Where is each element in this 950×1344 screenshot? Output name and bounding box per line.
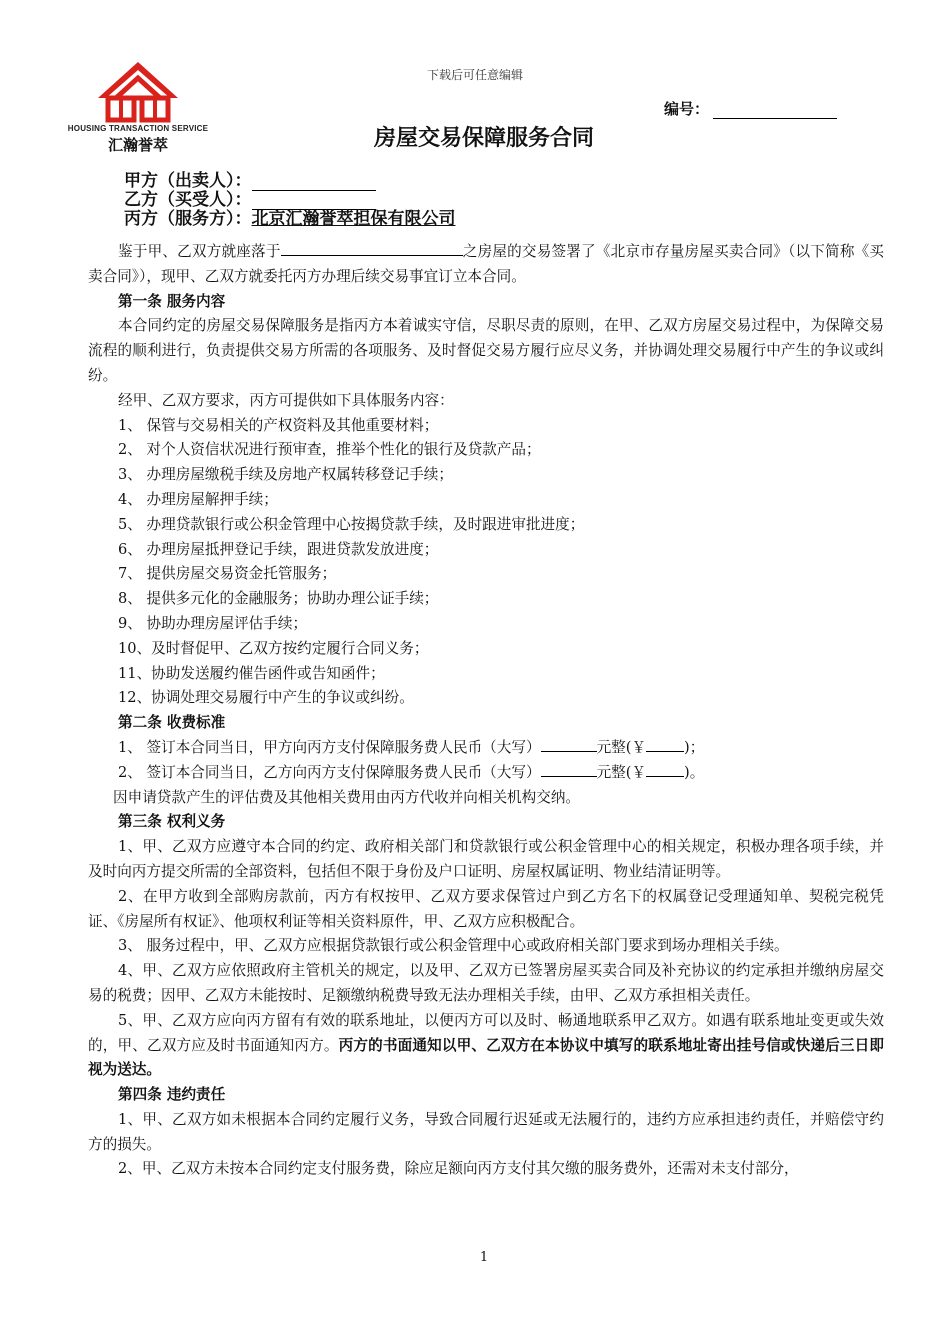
parties-block <box>124 172 456 229</box>
party-b-label: 乙方（买受人）： <box>124 190 252 210</box>
list-item: 3、 办理房屋缴税手续及房地产权属转移登记手续； <box>118 466 453 484</box>
fee2-text: 2、 签订本合同当日，乙方向丙方支付保障服务费人民币（大写） <box>118 763 541 781</box>
party-a-blank[interactable] <box>252 174 376 191</box>
party-b-line <box>124 191 456 210</box>
fee2-mid: 元整(￥ <box>596 763 647 781</box>
fee2-amount-blank[interactable] <box>541 761 597 777</box>
fee-note: 因申请贷款产生的评估费及其他相关费用由丙方代收并向相关机构交纳。 <box>113 788 581 806</box>
fee-line-2 <box>88 761 884 786</box>
party-c-line <box>124 210 456 229</box>
fee2-number-blank[interactable] <box>646 761 684 777</box>
list-item: 9、 协助办理房屋评估手续； <box>118 614 308 632</box>
section1-heading: 第一条 服务内容 <box>118 292 226 310</box>
fee1-mid: 元整(￥ <box>596 738 647 756</box>
house-logo-icon <box>94 58 182 124</box>
section3-para1: 1、甲、乙双方应遵守本合同的约定、政府相关部门和贷款银行或公积金管理中心的相关规定，积极办理各项手续，并及时向丙方提交所需的全部资料，包括但不限于身份及户口证明、房屋权属证明、物业结清证明等。 <box>88 838 884 880</box>
section2-heading: 第二条 收费标准 <box>118 714 226 732</box>
fee2-end: )。 <box>684 763 705 781</box>
section4-para2: 2、甲、乙双方未按本合同约定支付服务费，除应足额向丙方支付其欠缴的服务费外，还需对未支付部分， <box>118 1160 799 1178</box>
list-item: 10、及时督促甲、乙双方按约定履行合同义务； <box>118 639 429 657</box>
fee1-end: )； <box>684 738 705 756</box>
list-item: 4、 办理房屋解押手续； <box>118 490 278 508</box>
section3-para2: 2、在甲方收到全部购房款前，丙方有权按甲、乙双方要求保管过户到乙方名下的权属登记受理通知单、契税完税凭证、《房屋所有权证》、他项权利证等相关资料原件，甲、乙双方应积极配合。 <box>88 887 884 930</box>
list-item: 2、 对个人资信状况进行预审查，推举个性化的银行及贷款产品； <box>118 441 541 459</box>
section4-para1: 1、甲、乙双方如未根据本合同约定履行义务，导致合同履行迟延或无法履行的，违约方应承担违约责任，并赔偿守约方的损失。 <box>88 1110 884 1153</box>
fee1-text: 1、 签订本合同当日，甲方向丙方支付保障服务费人民币（大写） <box>118 738 541 756</box>
contract-body <box>88 240 884 1182</box>
logo-chinese-text: 汇瀚誉萃 <box>107 136 168 154</box>
party-a-label: 甲方（出卖人）： <box>124 171 252 191</box>
section3-para4: 4、甲、乙双方应依照政府主管机关的规定，以及甲、乙双方已签署房屋买卖合同及补充协议的约定承担并缴纳房屋交易的税费；因甲、乙双方未能按时、足额缴纳税费导致无法办理相关手续，由甲、乙双方承担相关责任。 <box>88 962 884 1004</box>
party-a-line <box>124 172 456 191</box>
fee-line-1 <box>88 736 884 761</box>
contract-number-label: 编号： <box>664 100 710 118</box>
fee1-number-blank[interactable] <box>646 736 684 752</box>
address-blank[interactable] <box>281 240 463 256</box>
header-note: 下载后可任意编辑 <box>426 68 523 82</box>
contract-number-blank[interactable] <box>713 102 837 119</box>
intro-text-1: 鉴于甲、乙双方就座落于 <box>118 243 281 260</box>
section3-para5-bold: 丙方的书面通知以甲、乙双方在本协议中填写的联系地址寄出挂号信或快递后三日即视为送达。 <box>88 1036 884 1079</box>
section1-para2: 经甲、乙双方要求，丙方可提供如下具体服务内容： <box>118 391 454 409</box>
section1-para1: 本合同约定的房屋交易保障服务是指丙方本着诚实守信，尽职尽责的原则，在甲、乙双方房屋交易过程中，为保障交易流程的顺利进行，负责提供交易方所需的各项服务、及时督促交易方履行应尽义务，并协调处理交易履行中产生的争议或纠纷。 <box>88 317 884 384</box>
list-item: 7、 提供房屋交易资金托管服务； <box>118 565 337 583</box>
page-number: 1 <box>479 1250 489 1265</box>
section3-para3: 3、 服务过程中，甲、乙双方应根据贷款银行或公积金管理中心或政府相关部门要求到场办理相关手续。 <box>118 937 789 955</box>
list-item: 1、 保管与交易相关的产权资料及其他重要材料； <box>118 416 439 434</box>
page-title: 房屋交易保障服务合同 <box>373 126 594 151</box>
list-item: 6、 办理房屋抵押登记手续，跟进贷款发放进度； <box>118 540 439 558</box>
list-item: 8、 提供多元化的金融服务；协助办理公证手续； <box>118 590 439 608</box>
section3-para5 <box>88 1009 884 1083</box>
intro-paragraph <box>88 240 884 290</box>
section3-heading: 第三条 权利义务 <box>118 813 226 831</box>
section4-heading: 第四条 违约责任 <box>118 1086 226 1104</box>
list-item: 12、协调处理交易履行中产生的争议或纠纷。 <box>118 689 414 707</box>
section3-para5-text: 5、甲、乙双方应向丙方留有有效的联系地址，以便丙方可以及时、畅通地联系甲乙双方。如遇有联系地址变更或失效的，甲、乙双方应及时书面通知丙方。 <box>88 1011 884 1054</box>
party-b-blank[interactable] <box>252 193 376 210</box>
party-c-label: 丙方（服务方）： <box>124 209 252 229</box>
list-item: 5、 办理贷款银行或公积金管理中心按揭贷款手续，及时跟进审批进度； <box>118 515 585 533</box>
list-item: 11、协助发送履约催告函件或告知函件； <box>118 664 385 682</box>
contract-number <box>664 98 837 119</box>
intro-text-2: 之房屋的交易签署了《北京市存量房屋买卖合同》（以下简称《买卖合同》），现甲、乙双方就委托丙方办理后续交易事宜订立本合同。 <box>88 243 884 285</box>
party-c-name: 北京汇瀚誉萃担保有限公司 <box>251 209 456 229</box>
logo-english-text: HOUSING TRANSACTION SERVICE <box>67 124 209 133</box>
fee1-amount-blank[interactable] <box>541 736 597 752</box>
